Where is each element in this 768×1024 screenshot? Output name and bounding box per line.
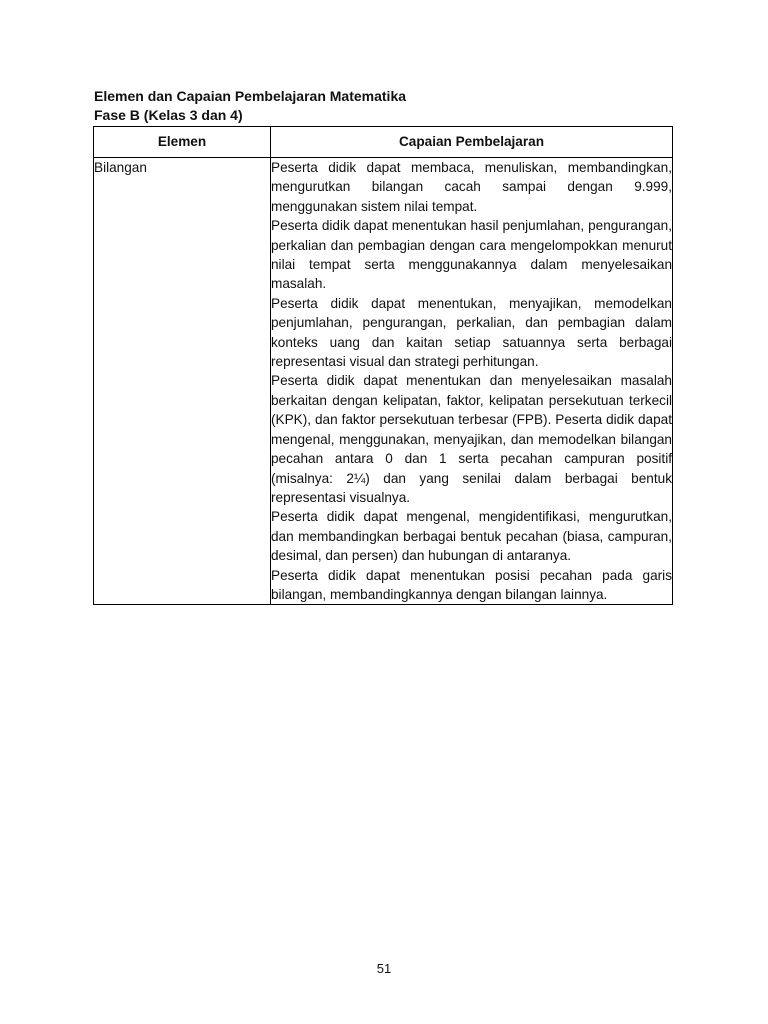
section-title: Elemen dan Capaian Pembelajaran Matematika <box>94 88 407 104</box>
table-header-row <box>94 127 673 158</box>
page-number: 51 <box>376 961 392 976</box>
elemen-cell: Bilangan <box>94 158 271 605</box>
table-row <box>94 158 673 605</box>
section-heading <box>94 87 406 125</box>
capaian-paragraph: Peserta didik dapat membaca, menuliskan, membandingkan, mengurutkan bilangan cacah sampai dengan 9.999, menggunakan sistem nilai tempat. <box>271 160 672 214</box>
header-elemen: Elemen <box>94 127 271 158</box>
capaian-paragraph: Peserta didik dapat mengenal, mengidentifikasi, mengurutkan, dan membandingkan berbagai bentuk pecahan (biasa, campuran, desimal, dan persen) dan hubungan di antaranya. <box>271 509 672 564</box>
section-subtitle: Fase B (Kelas 3 dan 4) <box>94 107 243 123</box>
capaian-paragraph: Peserta didik dapat menentukan hasil penjumlahan, pengurangan, perkalian dan pembagian dengan cara mengelompokkan menurut nilai tempat serta menggunakannya dalam menyelesaikan masalah. <box>271 218 672 292</box>
header-capaian: Capaian Pembelajaran <box>271 127 673 158</box>
capaian-paragraph: Peserta didik dapat menentukan dan menyelesaikan masalah berkaitan dengan kelipatan, faktor, kelipatan persekutuan terkecil (KPK), dan faktor persekutuan terbesar (FPB). Peserta didik dapat mengenal, menggunakan, menyajikan, dan memodelkan bilangan pecahan antara 0 dan 1 serta pecahan campuran positif (misalnya: 2¼) dan yang senilai dalam berbagai bentuk representasi visualnya. <box>271 373 672 505</box>
capaian-table <box>93 126 673 605</box>
capaian-paragraph: Peserta didik dapat menentukan, menyajikan, memodelkan penjumlahan, pengurangan, perkalian, dan pembagian dalam konteks uang dan kaitan setiap satuannya serta berbagai representasi visual dan strategi perhitungan. <box>271 295 672 370</box>
capaian-paragraph: Peserta didik dapat menentukan posisi pecahan pada garis bilangan, membandingkannya dengan bilangan lainnya. <box>271 567 672 602</box>
capaian-cell <box>271 158 673 605</box>
